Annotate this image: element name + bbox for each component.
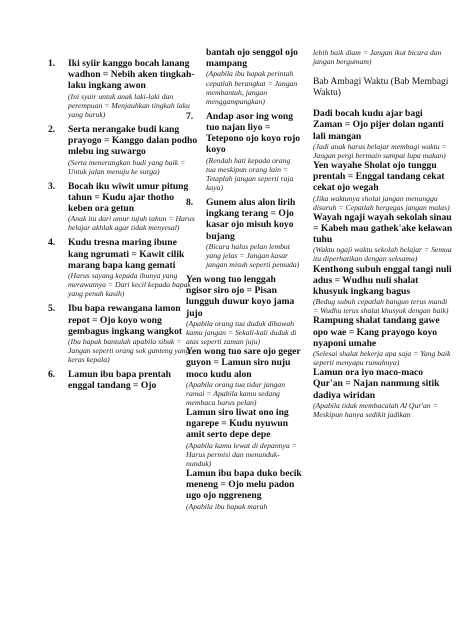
verse-javanese: Gunem alus alon lirih ingkang terang = Ojo kasar ojo misuh koyo bujang	[206, 196, 296, 242]
verse-translation: (Apabila ibu bapak perintah cepatlah berangkat = Jangan membantah, jangan menggampangkan)	[206, 69, 298, 106]
verse-translation: (Apabila kamu lewat di depannya = Harus permisi dan menunduk-nunduk)	[186, 440, 297, 468]
verse-6-continued	[186, 47, 302, 106]
verse-number: 5.	[48, 303, 56, 315]
section-heading: Bab Ambagi Waktu (Bab Membagi Waktu)	[313, 76, 449, 99]
verse-translation: (Apabila tidak membacalah Al Qur'an = Meskipun hanya sedikit jadikan	[313, 400, 438, 419]
verse-javanese: Bocah iku wiwit umur pitung tahun = Kudu ajar thotho keben ora getun	[68, 180, 189, 215]
verse-number: 2.	[48, 123, 56, 135]
verse-translation: (Serta menerangkan budi yang baik = Untuk jalan menuju ke surga)	[68, 157, 186, 176]
verse-translation: (Harus sayang kepada ibunya yang merawatnya = Dari kecil kepada bapak yang penuh kasih)	[68, 271, 191, 299]
verse-number: 6.	[48, 369, 56, 381]
verse-javanese: Lamun ibu bapa duko becik meneng = Ojo melu padon ugo ojo nggreneng	[186, 467, 302, 502]
paragraph	[186, 407, 302, 468]
paragraph	[313, 264, 453, 316]
verse-translation: (Jika waktunya sholat jangan menunggu disuruh = Cepatlah bergegas jangan malas)	[313, 193, 450, 212]
verse-javanese: bantah ojo senggol ojo mampang	[206, 47, 298, 70]
verse-translation: (Selesai shalat bekerja apa saja = Yang baik seperti menyapu rumahnya)	[313, 348, 451, 368]
verse-2	[48, 124, 198, 176]
verse-translation: (Apabila orang tua duduk dibawah kamu jangan = Sekali-kali duduk di atas seperti zaman juju)	[186, 318, 297, 347]
verse-4	[48, 237, 198, 298]
paragraph	[313, 367, 453, 419]
verse-javanese: Andap asor ing wong tuo najan liyo = Tetepono ojo koyo rojo koyo	[206, 110, 301, 156]
paragraph	[313, 160, 453, 212]
verse-javanese: Yen wong tuo sare ojo geger guyon = Lamun siro nuju moco kudu alon	[186, 346, 301, 380]
verse-translation: (Rendah hati kepada orang tua meskipun orang lain = Tetaplah jangan seperti raja kaya)	[206, 155, 294, 192]
verse-javanese: Yen wayahe Sholat ojo tunggu prentah = Enggal tandang cekat cekat ojo wegah	[313, 159, 445, 194]
verse-javanese: Lamun ora iyo maco-maco Qur'an = Najan nanmung sitik dadiya wiridan	[313, 367, 440, 401]
verse-translation: (Ini syair untuk anak laki-laki dan perempuan = Menjauhkan tingkah laku yang buruk)	[68, 91, 190, 119]
verse-javanese: Serta nerangake budi kang prayogo = Kanggo dalan podho mlebu ing suwargo	[68, 123, 198, 158]
verse-translation: (Apabila orang tua tidur jangan ramai = Apabila kamu sedang membaca harus pelan)	[186, 379, 286, 407]
verse-translation: (Bedug subuh cepatlah bangun terus mandi = Wudhu terus shalat khusyuk dengan baik)	[313, 297, 449, 316]
verse-number: 7.	[186, 110, 194, 122]
paragraph	[186, 346, 302, 407]
verse-3	[48, 181, 198, 233]
paragraph	[313, 212, 453, 264]
verse-1	[48, 58, 198, 119]
verse-javanese: Kenthong subuh enggal tangi nuli adus = Wudhu nuli shalat khusyuk ingkang bagus	[313, 263, 452, 297]
verse-translation: (Anak itu dari umur tujuh tahun = Harus belajar akhlak agar tidak menyesal)	[68, 214, 195, 233]
column-three	[313, 48, 453, 419]
verse-javanese: Rampung shalat tandang gawe opo wae = Kang prayogo koyo nyaponi umahe	[313, 315, 440, 349]
verse-javanese: Ibu bapa rewangana lamon repot = Ojo koyo wong gembagus ingkang wangkot	[68, 303, 183, 337]
verse-javanese: Kudu tresna maring ibune kang ngrumati = Kawit cilik marang bapa kang gemati	[68, 237, 185, 271]
verse-translation: (Jadi anak harus belajar membagi waktu = Jangan pergi bermain sampai lupa makan)	[313, 141, 447, 160]
verse-number: 3.	[48, 180, 56, 192]
verse-javanese: Yen wong tuo lenggah ngisor siro ojo = Pisan lungguh duwur koyo jama jujo	[186, 274, 295, 319]
column-two	[186, 47, 302, 511]
verse-javanese: Lamun siro liwat ono ing ngarepe = Kudu nyuwun amit serto depe depe	[186, 407, 289, 441]
verse-javanese: Wayah ngaji wayah sekolah sinau = Kabeh mau gathek'ake kelawan tuhu	[313, 211, 453, 246]
paragraph	[313, 315, 453, 367]
verse-translation: (Apabila ibu bapak marah	[186, 501, 268, 511]
verse-number: 8.	[186, 196, 194, 208]
verse-translation: (Ibu bapak bantulah apabila sibuk = Jangan seperti orang sok ganteng yang keras kepala)	[68, 336, 190, 365]
verse-translation: (Bicara halus pelan lembut yang jelas = Jangan kasar jangan misuh seperti pemuda)	[206, 241, 300, 269]
verse-7	[186, 111, 302, 192]
verse-translation: (Waktu ngaji waktu sekolah belajar = Semua itu diperhatikan dengan seksama)	[313, 245, 452, 264]
paragraph	[313, 108, 453, 160]
verse-6	[48, 369, 198, 391]
verse-number: 4.	[48, 237, 56, 249]
paragraph	[186, 274, 302, 346]
verse-8	[186, 197, 302, 269]
verse-javanese: Dadi bocah kudu ajar bagi Zaman = Ojo pijer dolan nganti lali mangan	[313, 108, 444, 142]
column-one	[48, 58, 198, 392]
verse-javanese: Lamun ibu bapa prentah enggal tandang = Ojo	[68, 369, 171, 392]
paragraph	[186, 468, 302, 511]
verse-javanese: Iki syiir kanggo bocah lanang wadhon = Nebih aken tingkah-laku ingkang awon	[68, 58, 195, 92]
verse-5	[48, 303, 198, 364]
verse-translation: lebih baik diam = Jangan ikut bicara dan jangan bergumam)	[313, 48, 442, 67]
verse-number: 1.	[48, 58, 56, 69]
